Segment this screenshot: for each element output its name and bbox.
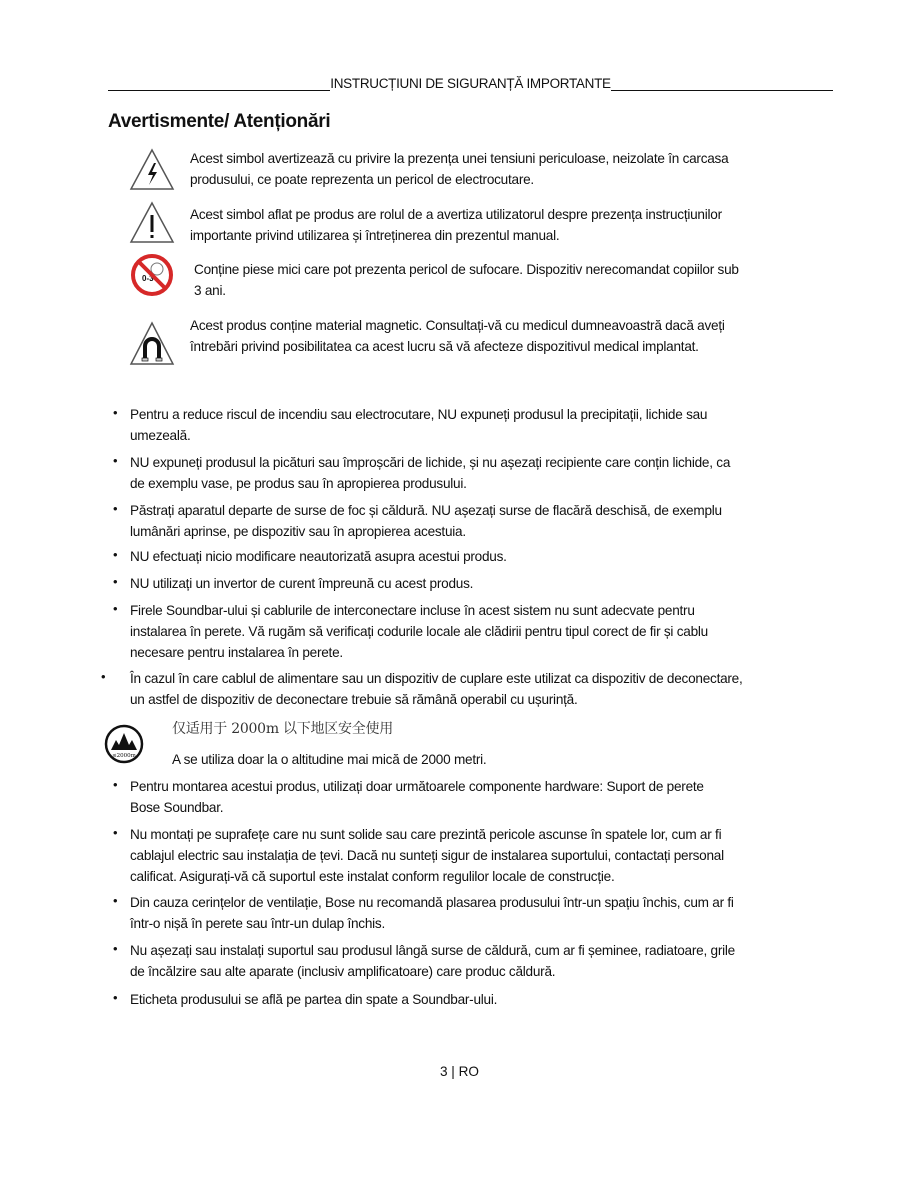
- text-line: Acest simbol avertizează cu privire la prezența unei tensiuni periculoase, neizolate în carcasa: [190, 151, 729, 166]
- list-item: [130, 989, 497, 1010]
- text-line: Firele Soundbar-ului și cablurile de interconectare incluse în acest sistem nu sunt adecvate pentru: [130, 603, 695, 618]
- svg-text:0-3: 0-3: [142, 274, 154, 283]
- page-number: 3 | RO: [439, 1064, 480, 1079]
- list-item: [130, 573, 473, 594]
- text-line: Din cauza cerințelor de ventilație, Bose nu recomandă plasarea produsului într-un spațiu închis, cum ar fi: [130, 895, 734, 910]
- text-line: Nu montați pe suprafețe care nu sunt solide sau care prezintă pericole ascunse în spatele lor, cum ar fi: [130, 827, 722, 842]
- list-item: [130, 600, 708, 663]
- text-line: NU expuneți produsul la picături sau împroșcări de lichide, și nu așezați recipiente care conțin lichide, ca: [130, 455, 731, 470]
- text-line: În cazul în care cablul de alimentare sau un dispozitiv de cuplare este utilizat ca dispozitiv de deconectare,: [130, 671, 743, 686]
- bullet-icon: •: [113, 990, 118, 1005]
- text-line: Acest simbol aflat pe produs are rolul de a avertiza utilizatorul despre prezența instrucțiunilor: [190, 207, 722, 222]
- symbol-description: [190, 204, 722, 246]
- header-title: INSTRUCȚIUNI DE SIGURANȚĂ IMPORTANTE: [330, 76, 611, 91]
- text-line: Conține piese mici care pot prezenta pericol de sufocare. Dispozitiv nerecomandat copiilor sub: [194, 262, 739, 277]
- text-line: cablajul electric sau instalația de țevi. Dacă nu sunteți sigur de instalarea suportului, contactați personal: [130, 848, 724, 863]
- list-item: [130, 500, 722, 542]
- choking-hazard-0-3-icon: [128, 251, 176, 299]
- list-item: [130, 452, 730, 494]
- list-item: [130, 668, 743, 710]
- symbol-description: [194, 259, 739, 301]
- text-line: Eticheta produsului se află pe partea din spate a Soundbar-ului.: [130, 992, 498, 1007]
- text-line: Pentru montarea acestui produs, utilizați doar următoarele componente hardware: Suport de perete: [130, 779, 704, 794]
- bullet-icon: •: [113, 574, 118, 589]
- altitude-romanian-text: A se utiliza doar la o altitudine mai mică de 2000 metri.: [172, 752, 487, 767]
- text-line: produsului, ce poate reprezenta un pericol de electrocutare.: [190, 172, 534, 187]
- page-header: [108, 76, 833, 91]
- bullet-icon: •: [113, 453, 118, 468]
- section-heading: Avertismente/ Atenționări: [108, 111, 331, 132]
- list-item: [130, 892, 734, 934]
- text-line: de exemplu vase, pe produs sau în apropierea produsului.: [130, 476, 467, 491]
- text-line: Nu așezați sau instalați suportul sau produsul lângă surse de căldură, cum ar fi șeminee, radiatoare, grile: [130, 943, 735, 958]
- bullet-icon: •: [101, 669, 106, 684]
- list-item: [130, 546, 507, 567]
- text-line: NU efectuați nicio modificare neautorizată asupra acestui produs.: [130, 549, 507, 564]
- text-line: lumânări aprinse, pe dispozitiv sau în apropierea acestuia.: [130, 524, 466, 539]
- text-line: de încălzire sau alte aparate (inclusiv amplificatoare) care produc căldură.: [130, 964, 556, 979]
- list-item: [130, 776, 704, 818]
- bullet-icon: •: [113, 777, 118, 792]
- text-line: importante privind utilizarea și întreținerea din prezentul manual.: [190, 228, 560, 243]
- altitude-chinese-text: 仅适用于 2000m 以下地区安全使用: [172, 721, 394, 737]
- exclamation-warning-icon: [128, 200, 176, 248]
- bullet-icon: •: [113, 501, 118, 516]
- svg-text:≤2000m: ≤2000m: [112, 753, 136, 759]
- text-line: 3 ani.: [194, 283, 226, 298]
- bullet-icon: •: [113, 893, 118, 908]
- bullet-icon: •: [113, 941, 118, 956]
- text-line: Păstrați aparatul departe de surse de foc și căldură. NU așezați surse de flacără deschisă, de exemplu: [130, 503, 722, 518]
- text-line: întrebări privind posibilitatea ca acest lucru să vă afecteze dispozitivul medical implantat.: [190, 339, 699, 354]
- header-rule-left: [108, 76, 330, 91]
- bullet-icon: •: [113, 405, 118, 420]
- header-rule-right: [611, 76, 833, 91]
- text-line: într-o nișă în perete sau într-un dulap închis.: [130, 916, 385, 931]
- bullet-icon: •: [113, 825, 118, 840]
- text-line: Acest produs conține material magnetic. Consultați-vă cu medicul dumneavoastră dacă aveți: [190, 318, 725, 333]
- list-item: [130, 404, 707, 446]
- bullet-icon: •: [113, 547, 118, 562]
- text-line: Pentru a reduce riscul de incendiu sau electrocutare, NU expuneți produsul la precipitații, lichide sau: [130, 407, 708, 422]
- bullet-icon: •: [113, 601, 118, 616]
- text-line: necesare pentru instalarea în perete.: [130, 645, 343, 660]
- list-item: [130, 940, 735, 982]
- text-line: un astfel de dispozitiv de deconectare trebuie să rămână operabil cu ușurință.: [130, 692, 578, 707]
- symbol-description: [190, 315, 725, 357]
- magnet-warning-icon: [128, 320, 176, 368]
- altitude-2000m-icon: [104, 724, 144, 764]
- list-item: [130, 824, 724, 887]
- text-line: instalarea în perete. Vă rugăm să verificați codurile locale ale clădirii pentru tipul corect de fir și cablu: [130, 624, 708, 639]
- electric-shock-warning-icon: [128, 147, 176, 195]
- text-line: calificat. Asigurați-vă că suportul este instalat conform regulilor locale de construcție.: [130, 869, 615, 884]
- text-line: Bose Soundbar.: [130, 800, 224, 815]
- symbol-description: [190, 148, 728, 190]
- text-line: NU utilizați un invertor de curent împreună cu acest produs.: [130, 576, 474, 591]
- text-line: umezeală.: [130, 428, 191, 443]
